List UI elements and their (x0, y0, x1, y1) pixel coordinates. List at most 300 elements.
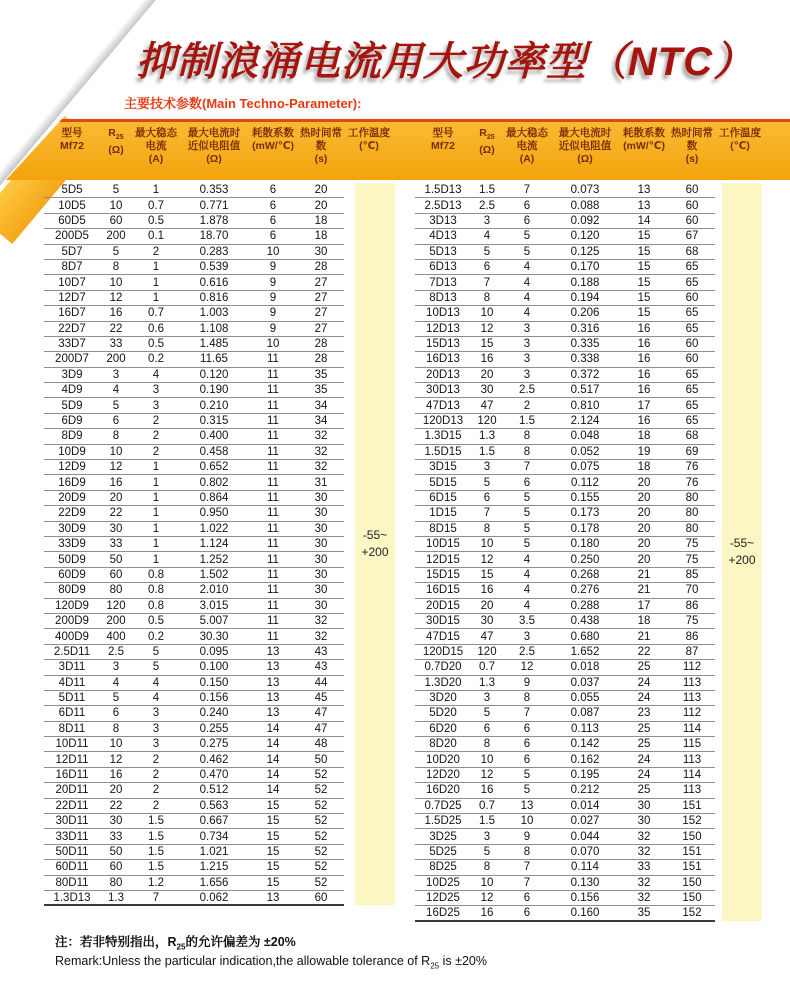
header-col-max-current: 最大稳态 电流 (A) (506, 127, 548, 165)
cell-resistance: 0.400 (199, 430, 229, 443)
table-row (44, 737, 344, 752)
cell-dissipation: 15 (266, 799, 280, 812)
section-subtitle: 主要技术参数(Main Techno-Parameter): (124, 96, 362, 111)
cell-max-current: 5 (523, 522, 531, 535)
cell-resistance: 0.458 (199, 445, 229, 458)
cell-model: 16D9 (58, 476, 86, 489)
table-row (44, 845, 344, 860)
cell-resistance: 0.195 (570, 769, 600, 782)
cell-time-constant: 113 (682, 676, 702, 689)
cell-max-current: 1 (152, 261, 160, 274)
cell-resistance: 0.539 (199, 261, 229, 274)
cell-model: 5D20 (429, 707, 457, 720)
cell-time-constant: 32 (314, 615, 328, 628)
cell-max-current: 1.5 (148, 815, 164, 828)
cell-max-current: 5 (152, 645, 160, 658)
cell-time-constant: 27 (314, 322, 328, 335)
cell-r25: 0.7 (479, 799, 495, 812)
cell-max-current: 0.8 (148, 584, 164, 597)
table-row (44, 629, 344, 644)
header-col-work-temp: 工作温度 (℃) (348, 127, 390, 152)
table-row (415, 337, 715, 352)
cell-time-constant: 115 (682, 738, 702, 751)
cell-max-current: 1 (152, 276, 160, 289)
table-row (44, 522, 344, 537)
cell-dissipation: 11 (267, 353, 279, 366)
cell-max-current: 0.1 (148, 230, 164, 243)
cell-max-current: 3 (152, 707, 160, 720)
cell-dissipation: 14 (266, 753, 280, 766)
cell-resistance: 0.188 (570, 276, 600, 289)
cell-r25: 5 (483, 707, 491, 720)
cell-model: 6D13 (429, 261, 457, 274)
cell-dissipation: 21 (637, 584, 651, 597)
cell-r25: 4 (112, 676, 120, 689)
cell-model: 10D13 (426, 307, 460, 320)
cell-time-constant: 18 (314, 230, 328, 243)
cell-r25: 5 (112, 245, 120, 258)
table-row (415, 752, 715, 767)
cell-max-current: 3 (523, 368, 531, 381)
cell-model: 33D11 (55, 830, 89, 843)
cell-max-current: 9 (523, 830, 531, 843)
cell-max-current: 5 (152, 661, 160, 674)
cell-max-current: 4 (523, 291, 531, 304)
cell-r25: 200 (106, 615, 126, 628)
cell-dissipation: 9 (269, 322, 277, 335)
cell-r25: 5 (483, 476, 491, 489)
cell-max-current: 6 (523, 722, 531, 735)
cell-max-current: 1 (152, 522, 160, 535)
table-row (415, 398, 715, 413)
cell-dissipation: 15 (637, 245, 651, 258)
cell-max-current: 7 (523, 461, 531, 474)
cell-model: 5D13 (429, 245, 457, 258)
cell-max-current: 4 (523, 599, 531, 612)
cell-max-current: 7 (523, 876, 531, 889)
cell-r25: 12 (480, 892, 494, 905)
cell-dissipation: 16 (637, 322, 651, 335)
cell-time-constant: 47 (314, 707, 328, 720)
table-row (44, 337, 344, 352)
cell-dissipation: 9 (269, 291, 277, 304)
cell-r25: 12 (109, 461, 123, 474)
cell-max-current: 3 (152, 399, 160, 412)
cell-time-constant: 27 (314, 307, 328, 320)
cell-dissipation: 9 (269, 261, 277, 274)
table-row (415, 306, 715, 321)
cell-dissipation: 11 (267, 584, 279, 597)
cell-model: 1.3D15 (424, 430, 462, 443)
cell-time-constant: 76 (685, 461, 699, 474)
cell-model: 2.5D13 (424, 199, 462, 212)
cell-dissipation: 9 (269, 276, 277, 289)
cell-max-current: 1 (152, 184, 160, 197)
cell-time-constant: 68 (685, 245, 699, 258)
cell-model: 7D13 (429, 276, 457, 289)
cell-dissipation: 19 (637, 445, 651, 458)
cell-r25: 10 (109, 738, 123, 751)
cell-dissipation: 11 (267, 553, 279, 566)
cell-r25: 47 (480, 399, 494, 412)
table-row (44, 552, 344, 567)
cell-model: 30D9 (58, 522, 86, 535)
cell-dissipation: 11 (267, 522, 279, 535)
cell-dissipation: 14 (266, 722, 280, 735)
cell-time-constant: 76 (685, 476, 699, 489)
cell-r25: 30 (109, 522, 123, 535)
table-row (415, 552, 715, 567)
cell-max-current: 3 (152, 722, 160, 735)
cell-time-constant: 30 (314, 584, 328, 597)
temp-range-value: -55~ (729, 536, 755, 550)
table-row (415, 629, 715, 644)
cell-resistance: 0.180 (570, 538, 600, 551)
cell-resistance: 0.194 (570, 291, 600, 304)
cell-dissipation: 13 (266, 891, 280, 904)
cell-max-current: 7 (152, 891, 160, 904)
cell-max-current: 8 (523, 845, 531, 858)
cell-resistance: 0.802 (199, 476, 229, 489)
table-row (44, 183, 344, 198)
cell-max-current: 1 (152, 507, 160, 520)
cell-model: 1.5D25 (424, 815, 462, 828)
table-row (44, 891, 344, 906)
cell-max-current: 3 (523, 630, 531, 643)
cell-dissipation: 24 (637, 692, 651, 705)
cell-model: 8D11 (58, 722, 86, 735)
cell-time-constant: 35 (314, 384, 328, 397)
cell-dissipation: 11 (267, 399, 279, 412)
cell-resistance: 0.095 (199, 645, 229, 658)
table-row (415, 245, 715, 260)
table-row (44, 691, 344, 706)
cell-r25: 60 (109, 568, 123, 581)
cell-dissipation: 16 (637, 384, 651, 397)
cell-time-constant: 34 (314, 399, 328, 412)
cell-model: 20D9 (58, 492, 86, 504)
cell-model: 5D7 (61, 245, 83, 258)
cell-time-constant: 30 (314, 599, 328, 612)
cell-model: 10D5 (58, 199, 86, 212)
table-row (415, 491, 715, 506)
cell-time-constant: 65 (685, 322, 699, 335)
cell-time-constant: 75 (685, 538, 699, 551)
table-row (415, 522, 715, 537)
cell-time-constant: 114 (682, 722, 702, 735)
cell-dissipation: 13 (266, 661, 280, 674)
cell-model: 120D13 (422, 415, 464, 428)
cell-time-constant: 150 (682, 830, 702, 843)
cell-resistance: 0.667 (199, 815, 229, 828)
cell-r25: 7 (483, 507, 491, 520)
cell-dissipation: 35 (637, 907, 651, 920)
cell-model: 6D20 (429, 722, 457, 735)
cell-model: 30D13 (426, 384, 460, 397)
cell-resistance: 0.771 (199, 199, 229, 212)
cell-r25: 20 (109, 784, 123, 797)
cell-resistance: 1.003 (199, 307, 229, 320)
cell-resistance: 0.563 (199, 799, 229, 812)
cell-resistance: 0.212 (570, 784, 600, 797)
cell-dissipation: 25 (637, 722, 651, 735)
cell-model: 80D11 (55, 876, 89, 889)
cell-dissipation: 14 (266, 769, 280, 782)
cell-r25: 10 (109, 445, 123, 458)
cell-model: 200D5 (55, 230, 89, 243)
table-row (415, 260, 715, 275)
cell-resistance: 0.087 (570, 707, 600, 720)
cell-time-constant: 65 (685, 384, 699, 397)
table-row (44, 429, 344, 444)
cell-r25: 10 (109, 276, 123, 289)
cell-model: 20D11 (55, 784, 89, 797)
cell-resistance: 1.108 (199, 322, 229, 335)
table-row (415, 429, 715, 444)
cell-model: 120D15 (422, 645, 464, 658)
table-row (44, 475, 344, 490)
cell-max-current: 5 (523, 769, 531, 782)
table-row (415, 414, 715, 429)
cell-time-constant: 75 (685, 553, 699, 566)
cell-resistance: 0.190 (199, 384, 229, 397)
cell-r25: 60 (109, 214, 123, 227)
cell-r25: 3 (483, 830, 491, 843)
cell-resistance: 0.734 (199, 830, 229, 843)
cell-model: 16D13 (426, 353, 460, 366)
cell-r25: 12 (480, 322, 494, 335)
table-row (415, 445, 715, 460)
cell-time-constant: 85 (685, 568, 699, 581)
cell-resistance: 0.255 (199, 722, 229, 735)
cell-r25: 20 (480, 599, 494, 612)
cell-max-current: 0.8 (148, 568, 164, 581)
cell-r25: 3 (112, 661, 120, 674)
cell-r25: 33 (109, 830, 123, 843)
cell-max-current: 7 (523, 184, 531, 197)
cell-max-current: 6 (523, 199, 531, 212)
cell-model: 8D15 (429, 522, 457, 535)
table-row (44, 414, 344, 429)
cell-resistance: 0.652 (199, 461, 229, 474)
cell-model: 0.7D20 (424, 661, 462, 674)
cell-model: 47D15 (426, 630, 460, 643)
cell-r25: 50 (109, 845, 123, 858)
cell-model: 12D13 (426, 322, 460, 335)
cell-r25: 6 (112, 415, 120, 428)
cell-max-current: 1 (152, 492, 160, 504)
cell-resistance: 0.150 (199, 676, 229, 689)
cell-dissipation: 11 (267, 615, 279, 628)
table-row (415, 876, 715, 891)
cell-resistance: 0.173 (570, 507, 600, 520)
cell-resistance: 0.680 (570, 630, 600, 643)
spec-table-left (44, 183, 344, 906)
cell-r25: 20 (109, 492, 123, 504)
cell-time-constant: 47 (314, 722, 328, 735)
cell-resistance: 0.315 (199, 415, 229, 428)
cell-r25: 30 (109, 815, 123, 828)
cell-max-current: 1.5 (519, 415, 535, 428)
cell-model: 10D20 (426, 753, 460, 766)
cell-max-current: 5 (523, 492, 531, 504)
cell-max-current: 3 (523, 353, 531, 366)
cell-model: 200D9 (55, 615, 89, 628)
table-row (44, 383, 344, 398)
cell-max-current: 6 (523, 214, 531, 227)
cell-time-constant: 75 (685, 615, 699, 628)
cell-r25: 6 (483, 722, 491, 735)
cell-model: 12D15 (426, 553, 460, 566)
cell-model: 3D15 (429, 461, 457, 474)
cell-dissipation: 11 (267, 461, 279, 474)
table-row (44, 214, 344, 229)
table-row (415, 799, 715, 814)
cell-dissipation: 17 (637, 399, 651, 412)
table-row (415, 814, 715, 829)
cell-time-constant: 152 (682, 907, 702, 920)
table-row (44, 752, 344, 767)
cell-dissipation: 25 (637, 738, 651, 751)
cell-dissipation: 15 (637, 261, 651, 274)
cell-r25: 12 (480, 553, 494, 566)
cell-r25: 47 (480, 630, 494, 643)
cell-resistance: 0.048 (570, 430, 600, 443)
cell-dissipation: 15 (637, 276, 651, 289)
cell-model: 10D7 (58, 276, 86, 289)
cell-dissipation: 24 (637, 753, 651, 766)
temp-strip-right (722, 183, 762, 921)
cell-model: 60D9 (58, 568, 86, 581)
cell-max-current: 0.7 (148, 307, 164, 320)
cell-max-current: 4 (152, 368, 160, 381)
cell-max-current: 9 (523, 676, 531, 689)
cell-dissipation: 33 (637, 861, 651, 874)
cell-resistance: 0.112 (571, 476, 599, 489)
cell-max-current: 13 (520, 799, 534, 812)
table-row (44, 829, 344, 844)
cell-max-current: 1 (152, 553, 160, 566)
cell-r25: 3 (112, 368, 120, 381)
cell-resistance: 0.288 (570, 599, 600, 612)
cell-max-current: 2.5 (519, 645, 535, 658)
cell-resistance: 0.120 (570, 230, 600, 243)
cell-max-current: 0.2 (148, 353, 164, 366)
cell-model: 200D7 (55, 353, 89, 366)
table-row (415, 906, 715, 921)
cell-resistance: 0.470 (199, 769, 229, 782)
cell-time-constant: 80 (685, 507, 699, 520)
cell-resistance: 0.156 (570, 892, 600, 905)
cell-model: 1D15 (429, 507, 457, 520)
cell-dissipation: 6 (269, 230, 277, 243)
cell-max-current: 6 (523, 476, 531, 489)
header-col-model: 型号 Mf72 (431, 127, 455, 152)
cell-max-current: 12 (520, 661, 534, 674)
cell-dissipation: 9 (269, 307, 277, 320)
cell-max-current: 1 (152, 476, 160, 489)
cell-r25: 5 (483, 245, 491, 258)
cell-dissipation: 11 (267, 630, 279, 643)
cell-model: 1.3D13 (53, 891, 91, 904)
cell-resistance: 1.878 (199, 214, 229, 227)
cell-max-current: 10 (520, 815, 534, 828)
cell-dissipation: 13 (266, 707, 280, 720)
temp-range-value: +200 (728, 553, 756, 567)
cell-resistance: 0.283 (199, 245, 229, 258)
cell-resistance: 0.438 (570, 615, 600, 628)
cell-time-constant: 30 (314, 538, 328, 551)
cell-time-constant: 114 (682, 769, 702, 782)
cell-model: 4D11 (58, 676, 86, 689)
cell-model: 60D11 (55, 861, 89, 874)
cell-model: 5D11 (58, 692, 86, 705)
cell-resistance: 0.268 (570, 568, 600, 581)
cell-time-constant: 28 (314, 261, 328, 274)
cell-max-current: 0.5 (148, 615, 164, 628)
header-col-work-temp: 工作温度 (℃) (719, 127, 761, 152)
cell-model: 47D13 (426, 399, 460, 412)
cell-dissipation: 6 (269, 184, 277, 197)
cell-dissipation: 15 (637, 291, 651, 304)
cell-r25: 10 (480, 876, 494, 889)
cell-time-constant: 112 (682, 661, 702, 674)
cell-dissipation: 18 (637, 615, 651, 628)
table-rows-left (44, 183, 344, 906)
cell-model: 120D9 (55, 599, 89, 612)
cell-resistance: 0.114 (571, 861, 599, 874)
cell-dissipation: 11 (267, 445, 279, 458)
table-row (415, 475, 715, 490)
cell-max-current: 6 (523, 907, 531, 920)
cell-model: 10D15 (426, 538, 460, 551)
cell-r25: 16 (480, 584, 494, 597)
cell-resistance: 0.210 (199, 399, 229, 412)
cell-r25: 1.5 (479, 445, 495, 458)
cell-resistance: 0.316 (570, 322, 600, 335)
cell-r25: 5 (112, 692, 120, 705)
cell-time-constant: 60 (685, 291, 699, 304)
cell-model: 20D15 (426, 599, 460, 612)
cell-time-constant: 20 (314, 199, 328, 212)
cell-dissipation: 20 (637, 507, 651, 520)
cell-r25: 16 (109, 769, 123, 782)
cell-resistance: 0.240 (199, 707, 229, 720)
cell-r25: 8 (483, 861, 491, 874)
cell-r25: 8 (112, 722, 120, 735)
table-row (44, 783, 344, 798)
table-rows-right (415, 183, 715, 922)
note-en: Remark:Unless the particular indication,the allowable tolerance of $R_{25}$ is ±20% (55, 954, 487, 971)
cell-dissipation: 18 (637, 461, 651, 474)
page-title: 抑制浪涌电流用大功率型（NTC） (135, 40, 755, 84)
cell-r25: 400 (106, 630, 126, 643)
cell-r25: 2.5 (479, 199, 495, 212)
table-row (415, 706, 715, 721)
cell-max-current: 0.7 (148, 199, 164, 212)
cell-time-constant: 30 (314, 507, 328, 520)
table-row (415, 506, 715, 521)
cell-resistance: 1.502 (199, 568, 229, 581)
cell-dissipation: 30 (637, 799, 651, 812)
table-row (44, 229, 344, 244)
cell-time-constant: 150 (682, 876, 702, 889)
cell-resistance: 1.021 (199, 845, 229, 858)
cell-r25: 12 (109, 291, 123, 304)
cell-time-constant: 52 (314, 845, 328, 858)
cell-model: 15D15 (426, 568, 460, 581)
table-row (44, 799, 344, 814)
